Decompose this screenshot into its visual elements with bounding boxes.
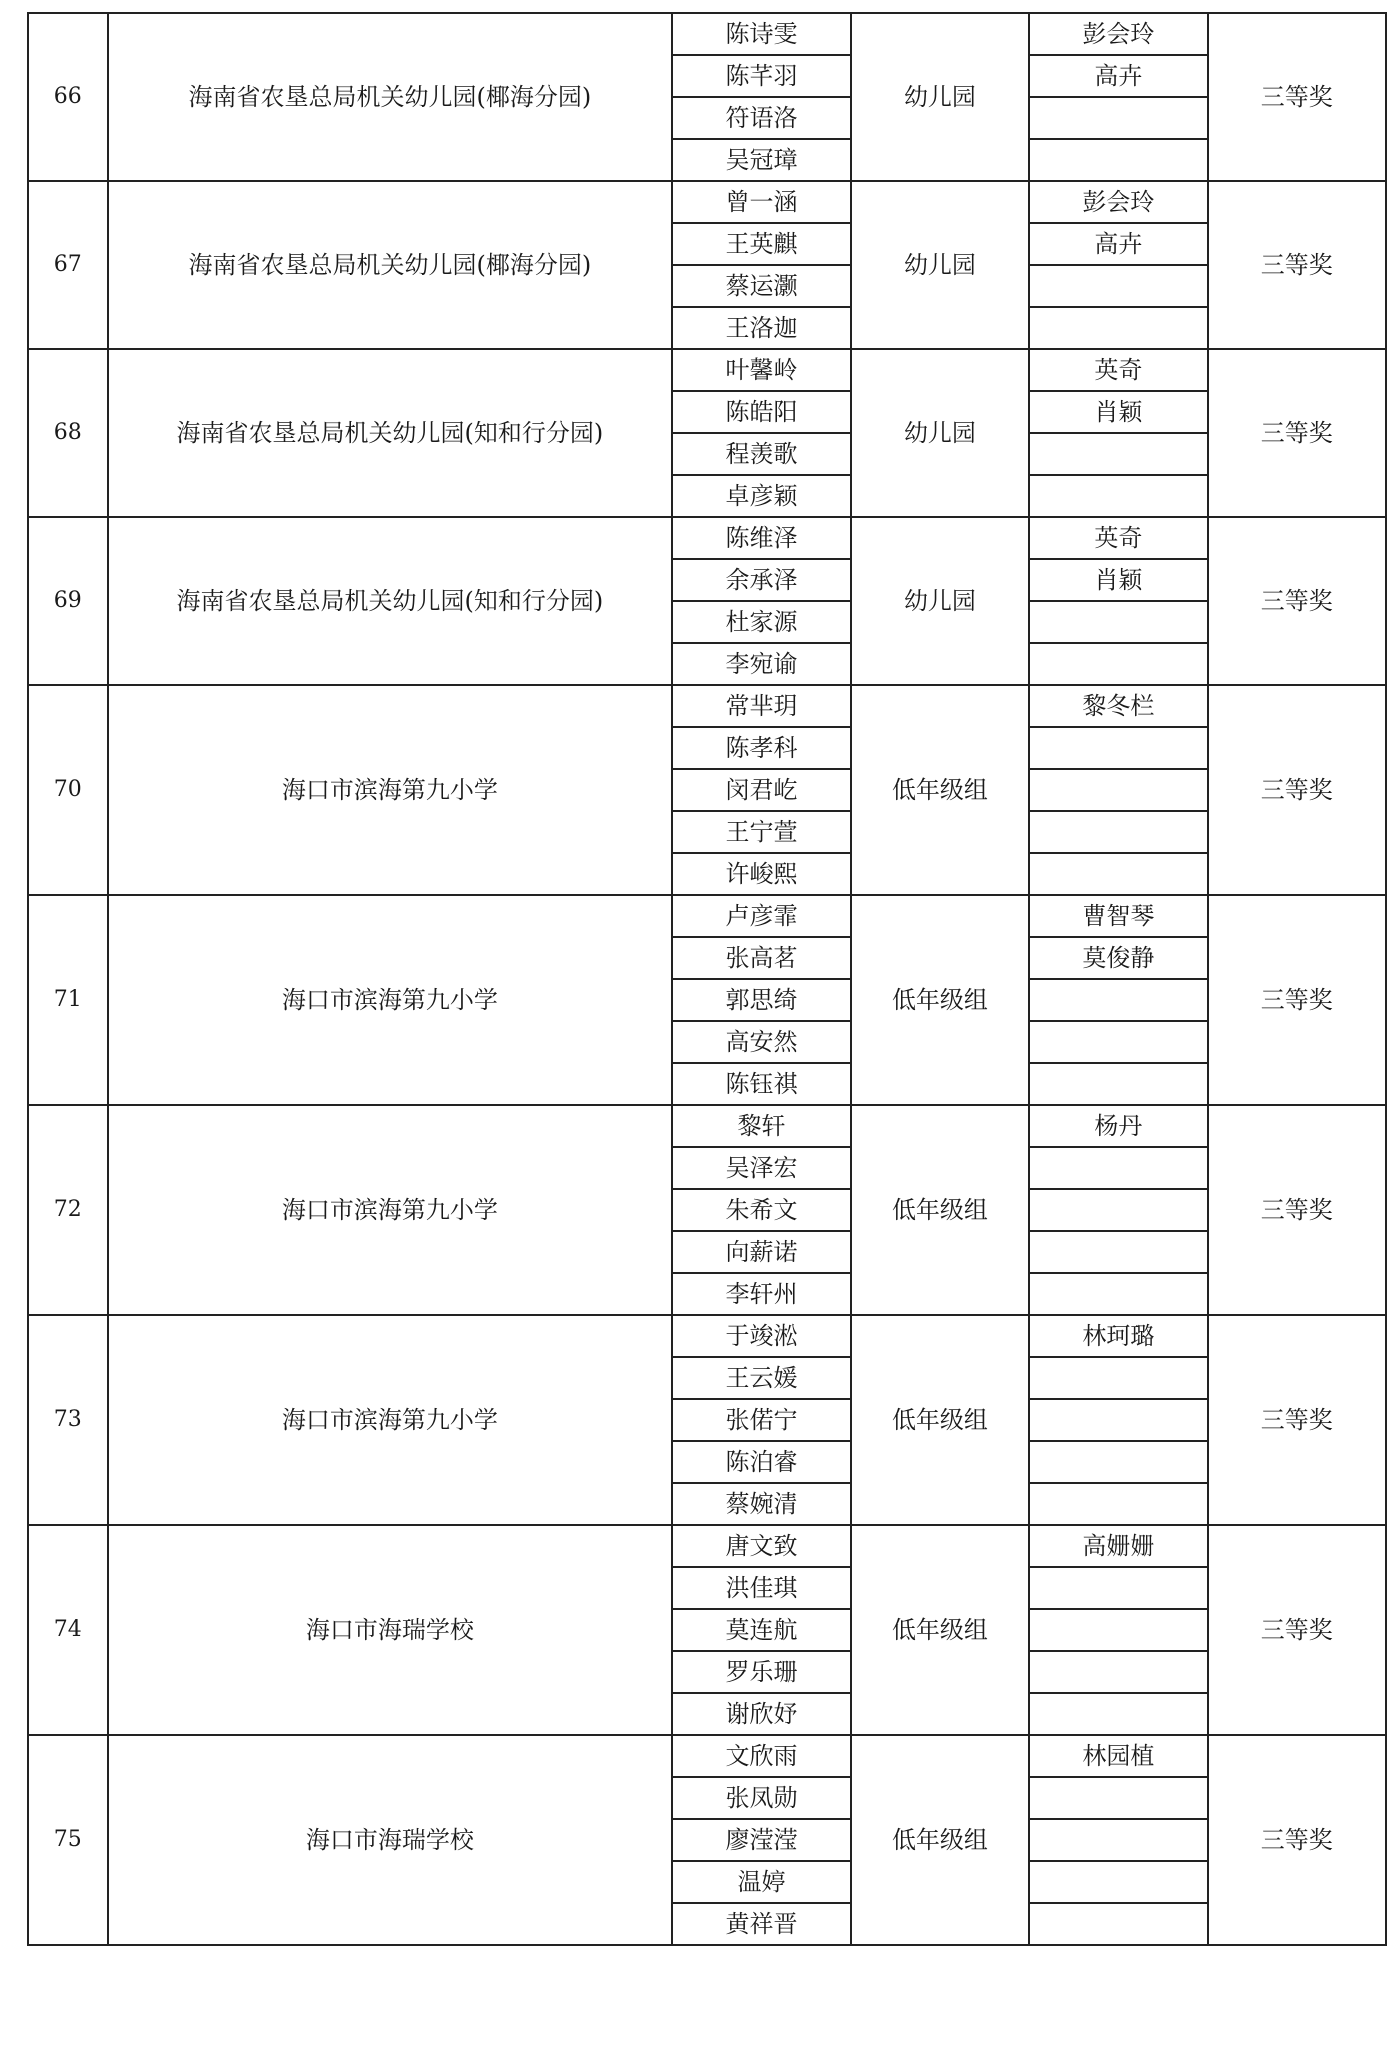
- teacher-name: [1029, 1357, 1207, 1399]
- teacher-name: 杨丹: [1029, 1105, 1207, 1147]
- teacher-name: [1029, 1399, 1207, 1441]
- group-category: 幼儿园: [851, 181, 1029, 349]
- teacher-name: [1029, 1189, 1207, 1231]
- group-category: 低年级组: [851, 685, 1029, 895]
- student-name: 黄祥晋: [672, 1903, 850, 1945]
- student-name: 王洛迦: [672, 307, 850, 349]
- award-level: 三等奖: [1208, 1105, 1386, 1315]
- student-name: 陈孝科: [672, 727, 850, 769]
- school-name: 海口市滨海第九小学: [108, 685, 673, 895]
- teacher-name: [1029, 1063, 1207, 1105]
- student-name: 王英麒: [672, 223, 850, 265]
- teacher-name: [1029, 139, 1207, 181]
- student-name: 莫连航: [672, 1609, 850, 1651]
- teacher-name: 彭会玲: [1029, 13, 1207, 55]
- teacher-name: [1029, 1147, 1207, 1189]
- group-category: 低年级组: [851, 1105, 1029, 1315]
- entry-number: 74: [28, 1525, 108, 1735]
- school-name: 海口市滨海第九小学: [108, 1315, 673, 1525]
- group-category: 低年级组: [851, 895, 1029, 1105]
- entry-number: 71: [28, 895, 108, 1105]
- student-name: 杜家源: [672, 601, 850, 643]
- student-name: 郭思绮: [672, 979, 850, 1021]
- student-name: 陈钰祺: [672, 1063, 850, 1105]
- teacher-name: [1029, 1441, 1207, 1483]
- entry-number: 72: [28, 1105, 108, 1315]
- group-category: 幼儿园: [851, 349, 1029, 517]
- teacher-name: [1029, 727, 1207, 769]
- student-name: 吴泽宏: [672, 1147, 850, 1189]
- entry-number: 73: [28, 1315, 108, 1525]
- group-category: 低年级组: [851, 1315, 1029, 1525]
- teacher-name: [1029, 1903, 1207, 1945]
- teacher-name: 林园植: [1029, 1735, 1207, 1777]
- student-name: 王云媛: [672, 1357, 850, 1399]
- teacher-name: [1029, 265, 1207, 307]
- student-name: 吴冠璋: [672, 139, 850, 181]
- student-name: 闵君屹: [672, 769, 850, 811]
- teacher-name: [1029, 1819, 1207, 1861]
- student-name: 温婷: [672, 1861, 850, 1903]
- award-level: 三等奖: [1208, 1525, 1386, 1735]
- student-name: 李轩州: [672, 1273, 850, 1315]
- student-name: 向薪诺: [672, 1231, 850, 1273]
- award-level: 三等奖: [1208, 1735, 1386, 1945]
- student-name: 廖滢滢: [672, 1819, 850, 1861]
- teacher-name: 黎冬栏: [1029, 685, 1207, 727]
- school-name: 海南省农垦总局机关幼儿园(椰海分园): [108, 13, 673, 181]
- student-name: 朱希文: [672, 1189, 850, 1231]
- table-row: [28, 349, 1386, 391]
- student-name: 蔡运灏: [672, 265, 850, 307]
- student-name: 李宛谕: [672, 643, 850, 685]
- table-row: [28, 13, 1386, 55]
- teacher-name: [1029, 1693, 1207, 1735]
- award-level: 三等奖: [1208, 1315, 1386, 1525]
- teacher-name: [1029, 1273, 1207, 1315]
- student-name: 唐文致: [672, 1525, 850, 1567]
- teacher-name: [1029, 1651, 1207, 1693]
- student-name: 罗乐珊: [672, 1651, 850, 1693]
- student-name: 张高茗: [672, 937, 850, 979]
- student-name: 陈维泽: [672, 517, 850, 559]
- entry-number: 70: [28, 685, 108, 895]
- teacher-name: [1029, 853, 1207, 895]
- school-name: 海南省农垦总局机关幼儿园(知和行分园): [108, 517, 673, 685]
- award-level: 三等奖: [1208, 895, 1386, 1105]
- student-name: 叶馨岭: [672, 349, 850, 391]
- teacher-name: [1029, 769, 1207, 811]
- teacher-name: [1029, 475, 1207, 517]
- student-name: 常芈玥: [672, 685, 850, 727]
- teacher-name: [1029, 643, 1207, 685]
- entry-number: 66: [28, 13, 108, 181]
- student-name: 符语洛: [672, 97, 850, 139]
- table-row: [28, 685, 1386, 727]
- table-row: [28, 517, 1386, 559]
- teacher-name: 英奇: [1029, 349, 1207, 391]
- school-name: 海口市滨海第九小学: [108, 1105, 673, 1315]
- table-row: [28, 1315, 1386, 1357]
- award-level: 三等奖: [1208, 685, 1386, 895]
- student-name: 卢彦霏: [672, 895, 850, 937]
- teacher-name: [1029, 1483, 1207, 1525]
- teacher-name: 莫俊静: [1029, 937, 1207, 979]
- entry-number: 69: [28, 517, 108, 685]
- group-category: 低年级组: [851, 1525, 1029, 1735]
- teacher-name: [1029, 601, 1207, 643]
- teacher-name: 肖颖: [1029, 559, 1207, 601]
- table-row: [28, 181, 1386, 223]
- teacher-name: [1029, 433, 1207, 475]
- student-name: 谢欣妤: [672, 1693, 850, 1735]
- student-name: 陈皓阳: [672, 391, 850, 433]
- student-name: 于竣淞: [672, 1315, 850, 1357]
- student-name: 张偌宁: [672, 1399, 850, 1441]
- table-row: [28, 1735, 1386, 1777]
- school-name: 海南省农垦总局机关幼儿园(知和行分园): [108, 349, 673, 517]
- teacher-name: 高卉: [1029, 55, 1207, 97]
- student-name: 高安然: [672, 1021, 850, 1063]
- school-name: 海口市滨海第九小学: [108, 895, 673, 1105]
- table-body: [28, 13, 1386, 1945]
- teacher-name: 曹智琴: [1029, 895, 1207, 937]
- school-name: 海口市海瑞学校: [108, 1525, 673, 1735]
- table-row: [28, 895, 1386, 937]
- teacher-name: [1029, 1609, 1207, 1651]
- award-level: 三等奖: [1208, 349, 1386, 517]
- teacher-name: 高卉: [1029, 223, 1207, 265]
- student-name: 陈泊睿: [672, 1441, 850, 1483]
- teacher-name: 彭会玲: [1029, 181, 1207, 223]
- teacher-name: 林珂璐: [1029, 1315, 1207, 1357]
- teacher-name: [1029, 97, 1207, 139]
- student-name: 文欣雨: [672, 1735, 850, 1777]
- teacher-name: [1029, 1777, 1207, 1819]
- teacher-name: 肖颖: [1029, 391, 1207, 433]
- student-name: 王宁萱: [672, 811, 850, 853]
- entry-number: 68: [28, 349, 108, 517]
- student-name: 张凤勋: [672, 1777, 850, 1819]
- teacher-name: [1029, 1567, 1207, 1609]
- student-name: 曾一涵: [672, 181, 850, 223]
- teacher-name: 高姗姗: [1029, 1525, 1207, 1567]
- teacher-name: [1029, 811, 1207, 853]
- teacher-name: [1029, 1231, 1207, 1273]
- student-name: 程羡歌: [672, 433, 850, 475]
- award-level: 三等奖: [1208, 517, 1386, 685]
- student-name: 陈诗雯: [672, 13, 850, 55]
- student-name: 许峻熙: [672, 853, 850, 895]
- teacher-name: [1029, 1021, 1207, 1063]
- teacher-name: [1029, 979, 1207, 1021]
- table-row: [28, 1525, 1386, 1567]
- award-level: 三等奖: [1208, 181, 1386, 349]
- student-name: 黎轩: [672, 1105, 850, 1147]
- teacher-name: [1029, 1861, 1207, 1903]
- teacher-name: 英奇: [1029, 517, 1207, 559]
- student-name: 余承泽: [672, 559, 850, 601]
- student-name: 洪佳琪: [672, 1567, 850, 1609]
- student-name: 蔡婉清: [672, 1483, 850, 1525]
- group-category: 低年级组: [851, 1735, 1029, 1945]
- student-name: 卓彦颖: [672, 475, 850, 517]
- school-name: 海南省农垦总局机关幼儿园(椰海分园): [108, 181, 673, 349]
- teacher-name: [1029, 307, 1207, 349]
- award-level: 三等奖: [1208, 13, 1386, 181]
- entry-number: 67: [28, 181, 108, 349]
- group-category: 幼儿园: [851, 13, 1029, 181]
- group-category: 幼儿园: [851, 517, 1029, 685]
- student-name: 陈芊羽: [672, 55, 850, 97]
- table-row: [28, 1105, 1386, 1147]
- school-name: 海口市海瑞学校: [108, 1735, 673, 1945]
- awards-table: [27, 12, 1387, 1946]
- entry-number: 75: [28, 1735, 108, 1945]
